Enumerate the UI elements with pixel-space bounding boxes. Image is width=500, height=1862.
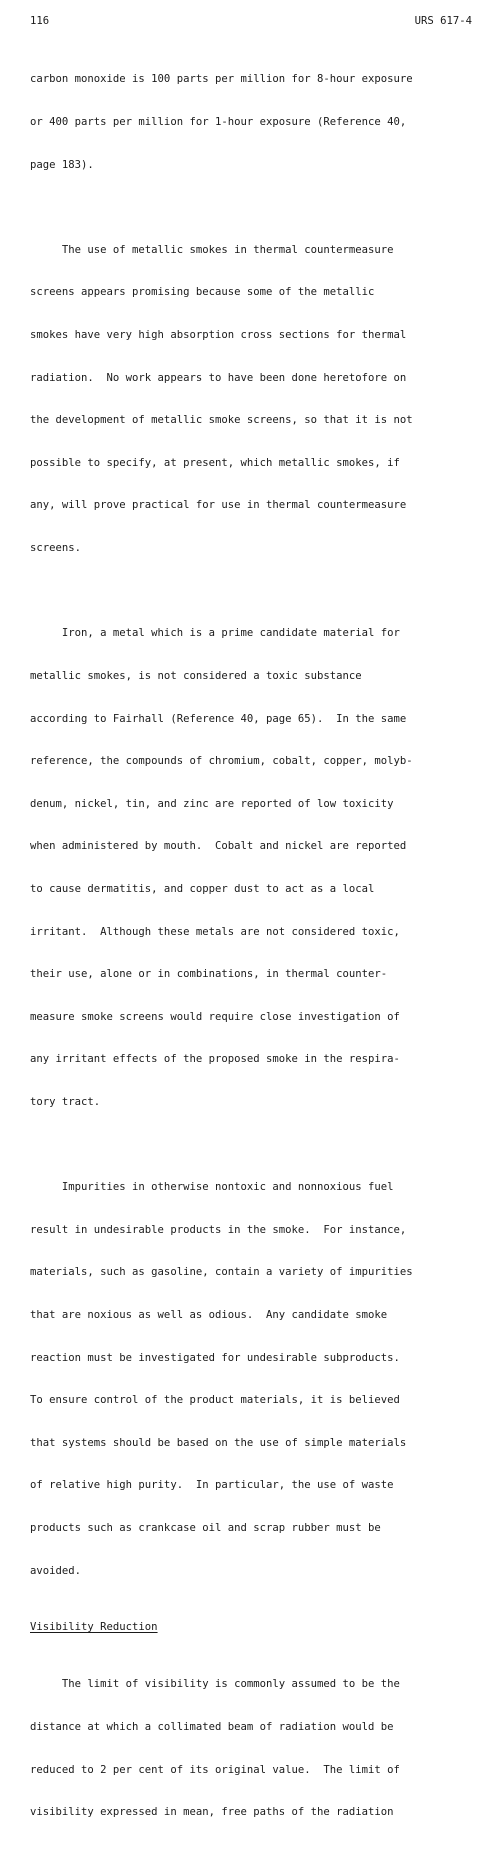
text-line: reaction must be investigated for undesirable subproducts. — [30, 1351, 400, 1364]
text-line: The limit of visibility is commonly assumed to be the — [30, 1678, 400, 1691]
page-number: 116 — [30, 15, 50, 27]
paragraph-impurities — [30, 1152, 480, 1607]
report-id: URS 617-4 — [414, 15, 472, 27]
text-line: denum, nickel, tin, and zinc are reported of low toxicity — [30, 797, 394, 810]
section-heading: Visibility Reduction — [30, 1621, 158, 1634]
text-line: that are noxious as well as odious. Any candidate smoke — [30, 1309, 388, 1322]
text-line: To ensure control of the product materials, it is believed — [30, 1394, 400, 1407]
text-line: carbon monoxide is 100 parts per million for 8-hour exposure — [30, 73, 413, 86]
text-line: reduced to 2 per cent of its original value. The limit of — [30, 1763, 400, 1776]
text-line: metallic smokes, is not considered a toxic substance — [30, 669, 362, 682]
section-visibility-reduction — [30, 1620, 480, 1847]
paragraph-metallic-smokes — [30, 214, 480, 583]
text-line: avoided. — [30, 1564, 82, 1577]
text-line: any, will prove practical for use in thermal countermeasure — [30, 499, 407, 512]
text-line: any irritant effects of the proposed smoke in the respira- — [30, 1053, 400, 1066]
text-line: visibility expressed in mean, free paths of the radiation — [30, 1806, 394, 1819]
paragraph-iron-toxicity — [30, 598, 480, 1138]
text-line: to cause dermatitis, and copper dust to act as a local — [30, 882, 375, 895]
paragraph-visibility-limit — [30, 1649, 480, 1848]
text-line: reference, the compounds of chromium, cobalt, copper, molyb- — [30, 755, 413, 768]
text-line: page 183). — [30, 158, 94, 171]
text-line: possible to specify, at present, which metallic smokes, if — [30, 456, 400, 469]
text-line: according to Fairhall (Reference 40, page 65). In the same — [30, 712, 407, 725]
text-line: Impurities in otherwise nontoxic and nonnoxious fuel — [30, 1181, 394, 1194]
text-line: measure smoke screens would require close investigation of — [30, 1010, 400, 1023]
body-text — [30, 44, 480, 1862]
text-line: radiation. No work appears to have been done heretofore on — [30, 371, 407, 384]
text-line: or 400 parts per million for 1-hour exposure (Reference 40, — [30, 116, 407, 129]
text-line: screens appears promising because some of the metallic — [30, 286, 375, 299]
text-line: the development of metallic smoke screens, so that it is not — [30, 414, 413, 427]
text-line: result in undesirable products in the smoke. For instance, — [30, 1223, 407, 1236]
text-line: smokes have very high absorption cross sections for thermal — [30, 329, 407, 342]
text-line: when administered by mouth. Cobalt and nickel are reported — [30, 840, 407, 853]
text-line: materials, such as gasoline, contain a variety of impurities — [30, 1266, 413, 1279]
text-line: distance at which a collimated beam of radiation would be — [30, 1720, 394, 1733]
text-line: their use, alone or in combinations, in thermal counter- — [30, 968, 388, 981]
text-line: of relative high purity. In particular, the use of waste — [30, 1479, 394, 1492]
text-line: The use of metallic smokes in thermal countermeasure — [30, 243, 394, 256]
text-line: Iron, a metal which is a prime candidate material for — [30, 627, 400, 640]
text-line: irritant. Although these metals are not considered toxic, — [30, 925, 400, 938]
text-line: products such as crankcase oil and scrap rubber must be — [30, 1522, 381, 1535]
paragraph-exposure-limits — [30, 44, 480, 200]
page-header — [30, 13, 472, 29]
text-line: tory tract. — [30, 1096, 101, 1108]
text-line: that systems should be based on the use of simple materials — [30, 1436, 407, 1449]
text-line: screens. — [30, 542, 82, 555]
